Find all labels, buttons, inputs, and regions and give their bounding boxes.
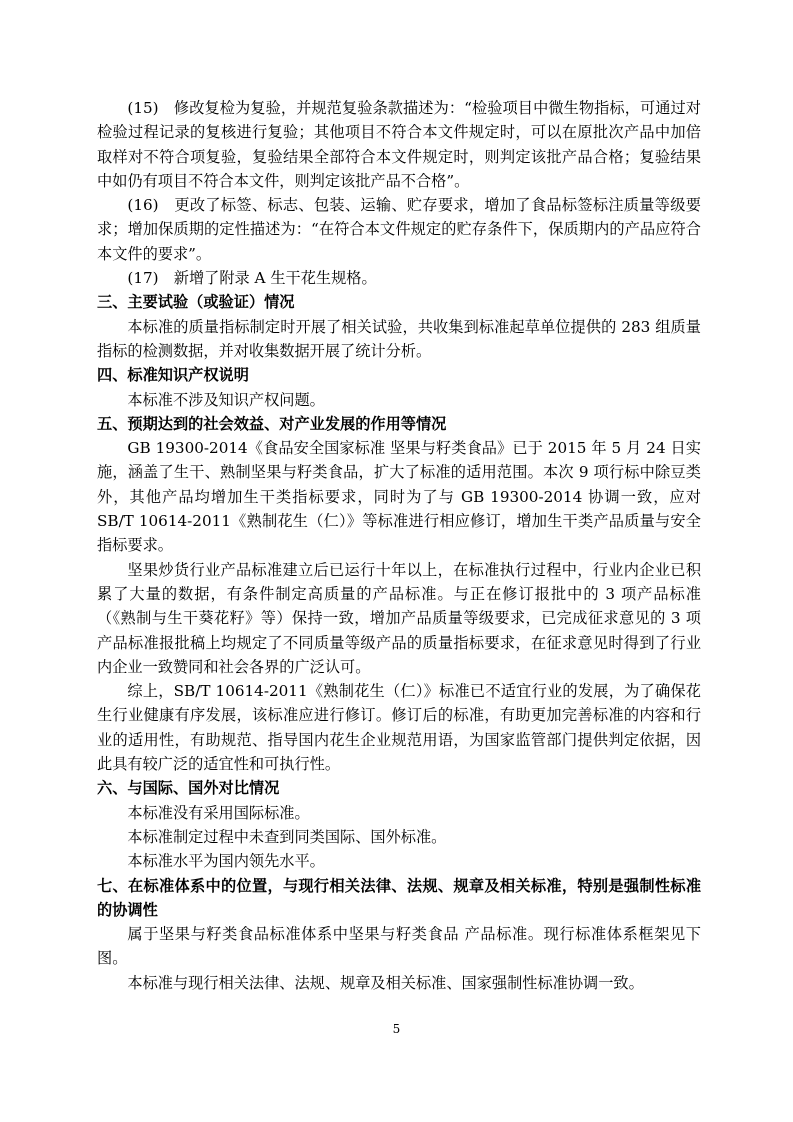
page-body	[97, 96, 701, 995]
section-6-paragraph-1: 本标准没有采用国际标准。	[127, 803, 310, 822]
change-item-17: (17) 新增了附录 A 生干花生规格。	[127, 269, 377, 288]
section-5-paragraph-3: 综上，SB/T 10614-2011《熟制花生（仁）》标准已不适宜行业的发展，为了确保花生行业健康有序发展，该标准应进行修订。修订后的标准，有助更加完善标准的内容和行业的适用性，有助规范、指导国内花生企业规范用语，为国家监管部门提供判定依据，因此具有较广泛的适宜性和可执行性。	[97, 682, 701, 774]
section-7-heading: 七、在标准体系中的位置，与现行相关法律、法规、规章及相关标准，特别是强制性标准的协调性	[97, 876, 701, 919]
section-5-paragraph-1: GB 19300-2014《食品安全国家标准 坚果与籽类食品》已于 2015 年 5 月 24 日实施，涵盖了生干、熟制坚果与籽类食品，扩大了标准的适用范围。本次 9 项行标中除豆类外，其他产品均增加生干类指标要求，同时为了与 GB 19300-2014 协调一致，应对 SB/T 10614-2011《熟制花生（仁）》等标准进行相应修订，增加生干类产品质量与安全指标要求。	[97, 439, 701, 555]
section-4-paragraph-1: 本标准不涉及知识产权问题。	[127, 390, 325, 409]
section-7-paragraph-1: 属于坚果与籽类食品标准体系中坚果与籽类食品 产品标准。现行标准体系框架见下图。	[97, 925, 701, 968]
section-6-paragraph-2: 本标准制定过程中未查到同类国际、国外标准。	[127, 827, 447, 846]
section-5-paragraph-2: 坚果炒货行业产品标准建立后已运行十年以上，在标准执行过程中，行业内企业已积累了大量的数据，有条件制定高质量的产品标准。与正在修订报批中的 3 项产品标准（《熟制与生干葵花籽》等）保持一致，增加产品质量等级要求，已完成征求意见的 3 项产品标准报批稿上均规定了不同质量等级产品的质量指标要求，在征求意见时得到了行业内企业一致赞同和社会各界的广泛认可。	[97, 560, 701, 676]
section-5-heading: 五、预期达到的社会效益、对产业发展的作用等情况	[97, 414, 447, 433]
section-3-paragraph-1: 本标准的质量指标制定时开展了相关试验，共收集到标准起草单位提供的 283 组质量指标的检测数据，并对收集数据开展了统计分析。	[97, 317, 701, 360]
change-item-15: (15) 修改复检为复验，并规范复验条款描述为：“检验项目中微生物指标，可通过对检验过程记录的复核进行复验；其他项目不符合本文件规定时，可以在原批次产品中加倍取样对不符合项复验，复验结果全部符合本文件规定时，则判定该批产品合格；复验结果中如仍有项目不符合本文件，则判定该批产品不合格”。	[97, 99, 701, 190]
section-3-heading: 三、主要试验（或验证）情况	[97, 293, 295, 312]
page-number: 5	[392, 1022, 401, 1036]
section-6-heading: 六、与国际、国外对比情况	[97, 779, 280, 798]
change-item-16: (16) 更改了标签、标志、包装、运输、贮存要求，增加了食品标签标注质量等级要求；增加保质期的定性描述为：“在符合本文件规定的贮存条件下，保质期内的产品应符合本文件的要求”。	[97, 196, 701, 263]
section-4-heading: 四、标准知识产权说明	[97, 366, 249, 385]
section-6-paragraph-3: 本标准水平为国内领先水平。	[127, 852, 325, 871]
section-7-paragraph-2: 本标准与现行相关法律、法规、规章及相关标准、国家强制性标准协调一致。	[127, 973, 644, 992]
